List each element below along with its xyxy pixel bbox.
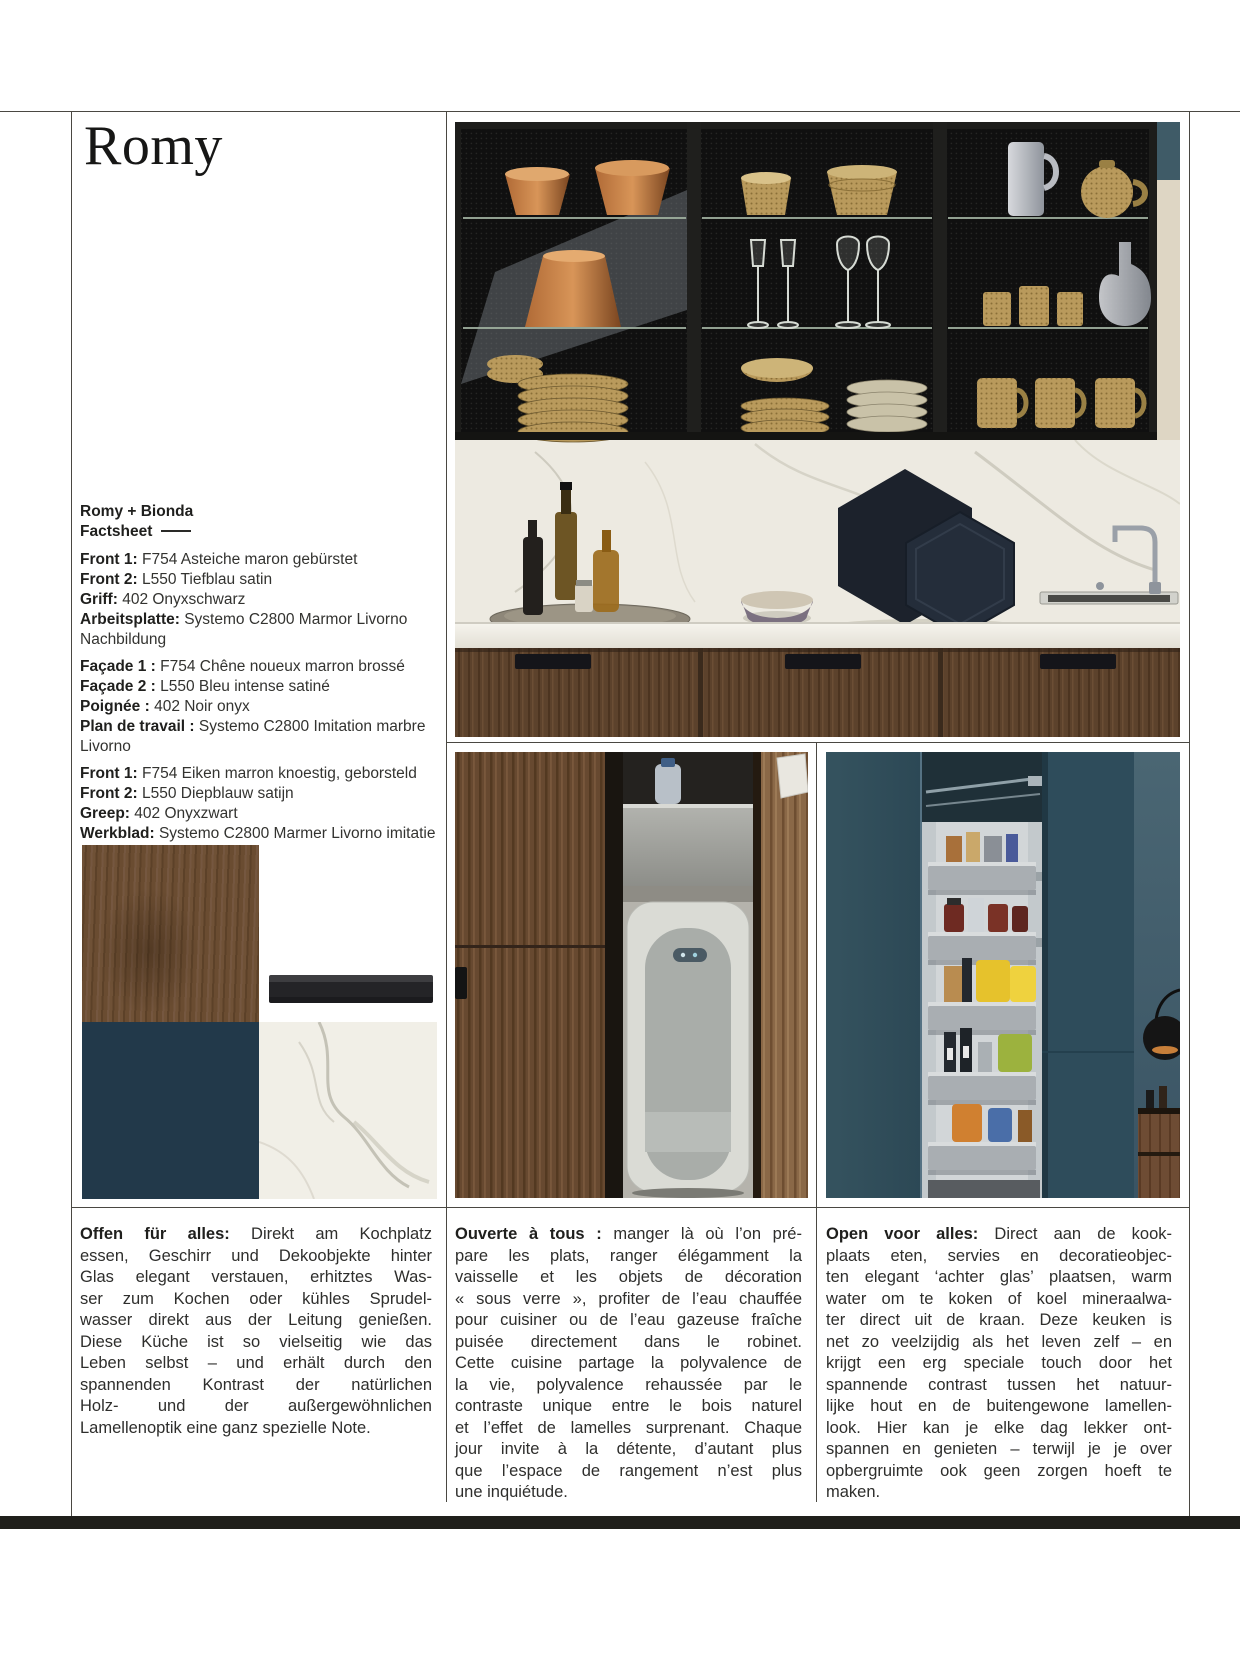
photo-water-appliance-cabinet: [455, 752, 808, 1198]
spec-line: Front 1: F754 Asteiche maron gebürstet: [80, 551, 358, 568]
paragraph-line: Glas elegant verstauen, erhitztes Was-: [80, 1268, 432, 1286]
wood-front-swatch: [82, 845, 259, 1022]
spec-line: Poignée : 402 Noir onyx: [80, 698, 250, 715]
column-divider-2: [816, 742, 817, 1502]
factsheet-group-german: [80, 550, 442, 650]
paragraph-dutch: [826, 1224, 1172, 1504]
paragraph-line: water om te koken of koel mineraalwa-: [826, 1289, 1172, 1308]
factsheet-heading-label: Factsheet: [80, 523, 153, 540]
spec-line: Plan de travail : Systemo C2800 Imitation marbre Livorno: [80, 718, 426, 755]
paragraph-line: opbergruimte ook geen zorgen hoeft te: [826, 1461, 1172, 1480]
paragraph-line: krijgt een erg speciale touch door het: [826, 1354, 1172, 1372]
paragraph-line: spannenden Kontrast der natürlichen: [80, 1375, 432, 1394]
paragraph-line: Offen für alles: Direkt am Kochplatz: [80, 1225, 433, 1243]
paragraph-line: net zo veelzijdig als het leven zelf – en: [826, 1332, 1172, 1351]
paragraph-line: Cette cuisine partage la polyvalence de: [455, 1354, 802, 1372]
spec-line: Griff: 402 Onyxschwarz: [80, 591, 246, 608]
paragraph-line: look. Hier kan je elke dag lekker ont-: [826, 1418, 1172, 1437]
page-title: Romy: [84, 115, 223, 177]
paragraph-line: maken.: [826, 1483, 881, 1501]
paragraph-line: pare les plats, ranger élégamment la: [455, 1246, 802, 1265]
column-divider-1: [446, 112, 447, 1502]
spec-line: Werkblad: Systemo C2800 Marmer Livorno imitatie: [80, 825, 436, 842]
paragraph-line: « sous verre », profiter de l’eau chauffée: [455, 1289, 802, 1308]
paragraph-line: spannen en genieten – terwijl je je over: [826, 1440, 1172, 1458]
factsheet-group-dutch: [80, 764, 442, 844]
paragraph-line: la vie, polyvalence rehaussée par le: [455, 1375, 802, 1394]
paragraph-line: Open voor alles: Direct aan de kook-: [826, 1225, 1172, 1243]
spec-line: Greep: 402 Onyxzwart: [80, 805, 238, 822]
spec-line: Front 2: L550 Diepblauw satijn: [80, 785, 294, 802]
paragraph-line: que l’espace de rangement n’est plus: [455, 1461, 802, 1480]
paragraph-line: Diese Küche ist so vielseitig wie das: [80, 1332, 432, 1351]
paragraph-line: essen, Geschirr und Dekoobjekte hinter: [80, 1246, 432, 1265]
onyx-handle-swatch: [269, 975, 433, 1003]
factsheet-heading: [80, 522, 442, 542]
spec-line: Front 2: L550 Tiefblau satin: [80, 571, 273, 588]
paragraph-line: vaisselle et les objets de décoration: [455, 1268, 802, 1286]
right-margin-rule: [1189, 112, 1190, 1517]
paragraph-line: contraste unique entre le bois naturel: [455, 1397, 802, 1415]
factsheet: [80, 502, 442, 851]
spec-line: Arbeitsplatte: Systemo C2800 Marmor Livorno Nachbildung: [80, 611, 408, 648]
paragraph-line: ser zum Kochen oder kühles Sprudel-: [80, 1289, 432, 1308]
bottom-bar: [0, 1516, 1240, 1529]
paragraph-line: Holz- und der außergewöhnlichen: [80, 1397, 432, 1415]
deep-blue-front-swatch: [82, 1022, 259, 1199]
paragraph-line: wasser direkt aus der Leitung genießen.: [80, 1311, 432, 1329]
paragraph-line: et l’effet de lamelles surprenant. Chaque: [455, 1418, 802, 1437]
photo-pullout-pantry-cabinet: [826, 752, 1180, 1198]
left-margin-rule: [71, 112, 72, 1517]
paragraph-line: puisée directement dans le robinet.: [455, 1332, 802, 1351]
text-section-rule: [71, 1207, 1189, 1208]
top-rule: [0, 111, 1240, 112]
paragraph-line: spannende contrast tussen het natuur-: [826, 1375, 1172, 1394]
paragraph-line: ter direct uit de kraan. Deze keuken is: [826, 1311, 1172, 1329]
marble-worktop-swatch: [259, 1022, 437, 1199]
paragraph-line: lijke hout en de buitengewone lamellen-: [826, 1397, 1172, 1415]
factsheet-group-french: [80, 657, 442, 757]
paragraph-german: [80, 1224, 432, 1439]
factsheet-dash: [161, 530, 191, 532]
paragraph-line: Leben selbst – und erhält durch den: [80, 1354, 432, 1372]
paragraph-line: pour cuisiner ou de l’eau gazeuse fraîche: [455, 1311, 802, 1329]
photo-row-divider: [446, 742, 1189, 743]
paragraph-line: plaats eten, servies en decoratieobjec-: [826, 1246, 1172, 1265]
paragraph-line: Lamellenoptik eine ganz spezielle Note.: [80, 1418, 371, 1437]
spec-line: Façade 2 : L550 Bleu intense satiné: [80, 678, 330, 695]
paragraph-line: jour invite à la détente, d’autant plus: [455, 1440, 802, 1458]
paragraph-line: une inquiétude.: [455, 1483, 568, 1501]
paragraph-line: Ouverte à tous : manger là où l’on pré-: [455, 1225, 802, 1243]
photo-display-cabinet: [455, 122, 1180, 737]
spec-line: Façade 1 : F754 Chêne noueux marron brossé: [80, 658, 405, 675]
factsheet-product-name: Romy + Bionda: [80, 503, 194, 520]
paragraph-french: [455, 1224, 802, 1504]
spec-line: Front 1: F754 Eiken marron knoestig, geborsteld: [80, 765, 417, 782]
paragraph-line: ten elegant ‘achter glas’ plaatsen, warm: [826, 1268, 1172, 1286]
